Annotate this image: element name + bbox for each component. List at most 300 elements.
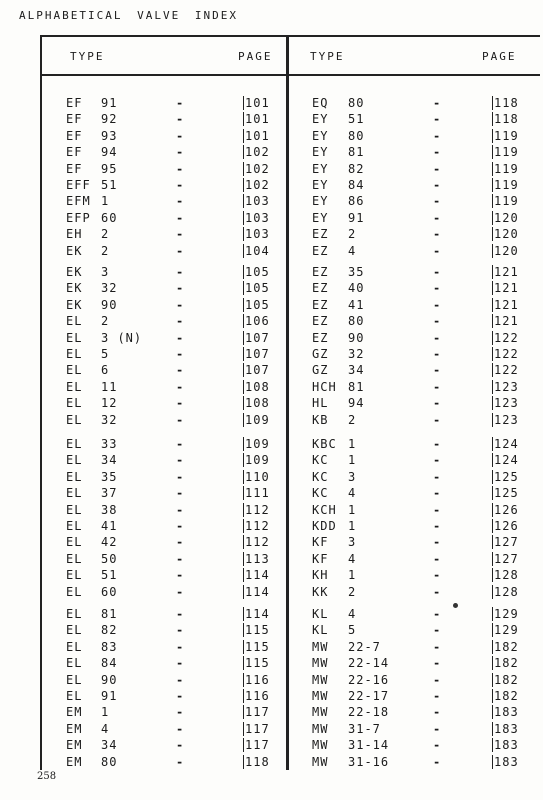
dash: - bbox=[176, 486, 184, 501]
page-tick bbox=[492, 380, 493, 394]
page-tick bbox=[492, 640, 493, 654]
valve-number: 80 bbox=[101, 754, 118, 769]
valve-type: KK bbox=[312, 584, 329, 599]
valve-number: 3 (N) bbox=[101, 330, 143, 345]
valve-number: 86 bbox=[348, 194, 365, 209]
page-tick bbox=[492, 129, 493, 143]
valve-number: 1 bbox=[348, 502, 357, 517]
valve-number: 51 bbox=[348, 112, 365, 127]
dash: - bbox=[176, 297, 184, 312]
valve-number: 35 bbox=[101, 469, 118, 484]
valve-number: 22-16 bbox=[348, 672, 390, 687]
page-tick bbox=[492, 298, 493, 312]
dash: - bbox=[433, 688, 441, 703]
dash: - bbox=[176, 314, 184, 329]
dash: - bbox=[433, 453, 441, 468]
valve-type: EL bbox=[66, 688, 83, 703]
page-ref: 122 bbox=[494, 363, 519, 378]
dash: - bbox=[176, 584, 184, 599]
dash: - bbox=[176, 623, 184, 638]
index-row bbox=[0, 243, 543, 259]
page-ref: 120 bbox=[494, 227, 519, 242]
index-row bbox=[0, 672, 543, 688]
page-tick bbox=[492, 347, 493, 361]
valve-type: EL bbox=[66, 363, 83, 378]
valve-number: 84 bbox=[101, 656, 118, 671]
valve-number: 82 bbox=[101, 623, 118, 638]
valve-number: 94 bbox=[348, 396, 365, 411]
valve-number: 2 bbox=[348, 584, 357, 599]
valve-type: EY bbox=[312, 161, 329, 176]
page-tick bbox=[492, 314, 493, 328]
dash: - bbox=[433, 623, 441, 638]
page-ref: 115 bbox=[245, 656, 270, 671]
page-tick bbox=[492, 623, 493, 637]
dash: - bbox=[176, 639, 184, 654]
valve-number: 34 bbox=[101, 453, 118, 468]
valve-number: 31-7 bbox=[348, 721, 381, 736]
right-group bbox=[0, 606, 543, 770]
dash: - bbox=[176, 363, 184, 378]
index-row bbox=[0, 584, 543, 600]
page-tick bbox=[492, 331, 493, 345]
valve-type: EK bbox=[66, 243, 83, 258]
left-type-header: TYPE bbox=[70, 50, 105, 63]
valve-type: EY bbox=[312, 145, 329, 160]
valve-number: 5 bbox=[101, 346, 110, 361]
valve-number: 32 bbox=[348, 346, 365, 361]
page-ref: 129 bbox=[494, 607, 519, 621]
valve-type: EL bbox=[66, 502, 83, 517]
dash: - bbox=[433, 639, 441, 654]
dash: - bbox=[433, 346, 441, 361]
valve-number: 41 bbox=[348, 297, 365, 312]
valve-type: HCH bbox=[312, 379, 337, 394]
valve-number: 2 bbox=[101, 227, 110, 242]
index-row bbox=[0, 721, 543, 737]
dash: - bbox=[176, 535, 184, 550]
index-row bbox=[0, 193, 543, 209]
valve-number: 80 bbox=[348, 128, 365, 143]
page-ref: 117 bbox=[245, 705, 270, 720]
dash: - bbox=[176, 194, 184, 209]
page-ref: 115 bbox=[245, 623, 270, 638]
index-row bbox=[0, 452, 543, 468]
valve-number: 5 bbox=[348, 623, 357, 638]
valve-number: 82 bbox=[348, 161, 365, 176]
page-ref: 108 bbox=[245, 379, 270, 394]
valve-type: KDD bbox=[312, 518, 337, 533]
index-row bbox=[0, 379, 543, 395]
page-tick bbox=[492, 722, 493, 736]
dash: - bbox=[176, 96, 184, 110]
page-ref: 182 bbox=[494, 688, 519, 703]
page-ref: 105 bbox=[245, 297, 270, 312]
page-ref: 121 bbox=[494, 297, 519, 312]
valve-number: 40 bbox=[348, 281, 365, 296]
index-row bbox=[0, 330, 543, 346]
valve-type: KB bbox=[312, 412, 329, 427]
valve-type: EL bbox=[66, 672, 83, 687]
dash: - bbox=[433, 412, 441, 427]
index-row bbox=[0, 346, 543, 362]
dash: - bbox=[176, 551, 184, 566]
valve-type: EL bbox=[66, 453, 83, 468]
right-page-header: PAGE bbox=[482, 50, 517, 63]
page-ref: 108 bbox=[245, 396, 270, 411]
index-row bbox=[0, 737, 543, 753]
index-row bbox=[0, 469, 543, 485]
page-ref: 121 bbox=[494, 281, 519, 296]
dash: - bbox=[176, 607, 184, 621]
page-ref: 107 bbox=[245, 363, 270, 378]
page-ref: 182 bbox=[494, 672, 519, 687]
valve-number: 80 bbox=[348, 96, 365, 110]
valve-type: EZ bbox=[312, 265, 329, 279]
page-ref: 103 bbox=[245, 210, 270, 225]
page-ref: 122 bbox=[494, 330, 519, 345]
page-tick bbox=[492, 145, 493, 159]
page-ref: 119 bbox=[494, 145, 519, 160]
index-row bbox=[0, 362, 543, 378]
valve-type: EZ bbox=[312, 227, 329, 242]
page-tick bbox=[492, 194, 493, 208]
page-ref: 110 bbox=[245, 469, 270, 484]
page-tick bbox=[492, 470, 493, 484]
dash: - bbox=[176, 112, 184, 127]
page-tick bbox=[492, 281, 493, 295]
dash: - bbox=[433, 437, 441, 451]
page-tick bbox=[492, 656, 493, 670]
page-ref: 117 bbox=[245, 738, 270, 753]
dash: - bbox=[176, 754, 184, 769]
valve-type: GZ bbox=[312, 363, 329, 378]
valve-type: KF bbox=[312, 535, 329, 550]
valve-type: EM bbox=[66, 738, 83, 753]
page-tick bbox=[492, 552, 493, 566]
index-row bbox=[0, 704, 543, 720]
dash: - bbox=[176, 265, 184, 279]
valve-number: 91 bbox=[101, 688, 118, 703]
page-ref: 107 bbox=[245, 346, 270, 361]
dash: - bbox=[433, 379, 441, 394]
dash: - bbox=[176, 210, 184, 225]
dash: - bbox=[176, 128, 184, 143]
page-ref: 182 bbox=[494, 639, 519, 654]
right-group bbox=[0, 436, 543, 600]
dash: - bbox=[433, 314, 441, 329]
valve-type: MW bbox=[312, 754, 329, 769]
valve-type: MW bbox=[312, 705, 329, 720]
valve-number: 90 bbox=[101, 672, 118, 687]
header-rule bbox=[40, 74, 540, 76]
dash: - bbox=[176, 656, 184, 671]
page-ref: 122 bbox=[494, 346, 519, 361]
page-ref: 125 bbox=[494, 486, 519, 501]
valve-type: EY bbox=[312, 177, 329, 192]
valve-type: EF bbox=[66, 161, 83, 176]
valve-number: 51 bbox=[101, 568, 118, 583]
valve-type: EH bbox=[66, 227, 83, 242]
page-ref: 123 bbox=[494, 379, 519, 394]
page-tick bbox=[492, 568, 493, 582]
right-group bbox=[0, 264, 543, 428]
valve-type: EL bbox=[66, 607, 83, 621]
dash: - bbox=[176, 518, 184, 533]
page-ref: 183 bbox=[494, 738, 519, 753]
page-ref: 103 bbox=[245, 194, 270, 209]
valve-number: 4 bbox=[101, 721, 110, 736]
page-ref: 102 bbox=[245, 145, 270, 160]
index-row bbox=[0, 161, 543, 177]
page-tick bbox=[492, 363, 493, 377]
valve-number: 12 bbox=[101, 396, 118, 411]
valve-number: 4 bbox=[348, 551, 357, 566]
dash: - bbox=[433, 330, 441, 345]
dash: - bbox=[433, 738, 441, 753]
valve-type: EFM bbox=[66, 194, 91, 209]
page-tick bbox=[492, 178, 493, 192]
valve-type: EM bbox=[66, 705, 83, 720]
index-row bbox=[0, 485, 543, 501]
dash: - bbox=[433, 227, 441, 242]
valve-number: 80 bbox=[348, 314, 365, 329]
page-tick bbox=[492, 755, 493, 769]
page-tick bbox=[492, 396, 493, 410]
page-ref: 121 bbox=[494, 265, 519, 279]
index-row bbox=[0, 622, 543, 638]
valve-type: EFF bbox=[66, 177, 91, 192]
valve-number: 91 bbox=[101, 96, 118, 110]
valve-number: 34 bbox=[101, 738, 118, 753]
page-ref: 109 bbox=[245, 412, 270, 427]
dash: - bbox=[433, 518, 441, 533]
dash: - bbox=[433, 551, 441, 566]
page-tick bbox=[492, 689, 493, 703]
page-tick bbox=[492, 244, 493, 258]
valve-type: EK bbox=[66, 297, 83, 312]
dash: - bbox=[433, 243, 441, 258]
page-tick bbox=[492, 519, 493, 533]
valve-number: 33 bbox=[101, 437, 118, 451]
page-ref: 109 bbox=[245, 453, 270, 468]
valve-number: 2 bbox=[348, 412, 357, 427]
dash: - bbox=[176, 177, 184, 192]
dash: - bbox=[433, 177, 441, 192]
valve-type: GZ bbox=[312, 346, 329, 361]
page-ref: 183 bbox=[494, 754, 519, 769]
index-row bbox=[0, 688, 543, 704]
page-tick bbox=[492, 437, 493, 451]
dash: - bbox=[176, 568, 184, 583]
valve-number: 2 bbox=[101, 314, 110, 329]
valve-type: KF bbox=[312, 551, 329, 566]
valve-number: 32 bbox=[101, 412, 118, 427]
valve-number: 51 bbox=[101, 177, 118, 192]
page-tick bbox=[492, 211, 493, 225]
dash: - bbox=[433, 363, 441, 378]
page-ref: 182 bbox=[494, 656, 519, 671]
page-ref: 109 bbox=[245, 437, 270, 451]
valve-type: EZ bbox=[312, 281, 329, 296]
valve-number: 81 bbox=[348, 379, 365, 394]
valve-number: 60 bbox=[101, 210, 118, 225]
index-row bbox=[0, 551, 543, 567]
valve-number: 22-18 bbox=[348, 705, 390, 720]
dash: - bbox=[433, 145, 441, 160]
valve-type: EL bbox=[66, 486, 83, 501]
valve-number: 2 bbox=[348, 227, 357, 242]
page-ref: 105 bbox=[245, 265, 270, 279]
page-ref: 113 bbox=[245, 551, 270, 566]
page-ref: 102 bbox=[245, 161, 270, 176]
valve-type: EFP bbox=[66, 210, 91, 225]
valve-number: 4 bbox=[348, 243, 357, 258]
valve-number: 3 bbox=[348, 535, 357, 550]
dash: - bbox=[433, 128, 441, 143]
index-row bbox=[0, 177, 543, 193]
valve-type: EF bbox=[66, 145, 83, 160]
valve-type: HL bbox=[312, 396, 329, 411]
dash: - bbox=[176, 145, 184, 160]
valve-number: 6 bbox=[101, 363, 110, 378]
valve-number: 1 bbox=[348, 568, 357, 583]
page-ref: 127 bbox=[494, 535, 519, 550]
valve-number: 91 bbox=[348, 210, 365, 225]
index-row bbox=[0, 226, 543, 242]
page-ref: 101 bbox=[245, 128, 270, 143]
valve-type: EY bbox=[312, 210, 329, 225]
valve-number: 31-14 bbox=[348, 738, 390, 753]
page-ref: 118 bbox=[494, 96, 519, 110]
valve-type: EF bbox=[66, 128, 83, 143]
index-row bbox=[0, 95, 543, 111]
valve-type: MW bbox=[312, 672, 329, 687]
dash: - bbox=[176, 437, 184, 451]
page-ref: 119 bbox=[494, 177, 519, 192]
dash: - bbox=[176, 330, 184, 345]
dash: - bbox=[176, 396, 184, 411]
valve-number: 1 bbox=[348, 453, 357, 468]
index-row bbox=[0, 210, 543, 226]
valve-type: EL bbox=[66, 623, 83, 638]
valve-type: EL bbox=[66, 469, 83, 484]
index-row bbox=[0, 264, 543, 280]
dash: - bbox=[433, 607, 441, 621]
page-tick bbox=[492, 673, 493, 687]
valve-number: 84 bbox=[348, 177, 365, 192]
page-ref: 120 bbox=[494, 243, 519, 258]
index-row bbox=[0, 297, 543, 313]
dash: - bbox=[176, 672, 184, 687]
valve-type: EZ bbox=[312, 243, 329, 258]
page-ref: 125 bbox=[494, 469, 519, 484]
page-ref: 123 bbox=[494, 396, 519, 411]
valve-number: 90 bbox=[348, 330, 365, 345]
page-tick bbox=[492, 535, 493, 549]
valve-number: 3 bbox=[101, 265, 110, 279]
dash: - bbox=[176, 705, 184, 720]
index-row bbox=[0, 395, 543, 411]
valve-type: EL bbox=[66, 379, 83, 394]
dash: - bbox=[176, 227, 184, 242]
valve-type: EL bbox=[66, 584, 83, 599]
index-row bbox=[0, 754, 543, 770]
page-tick bbox=[492, 162, 493, 176]
page-ref: 101 bbox=[245, 112, 270, 127]
page-ref: 183 bbox=[494, 705, 519, 720]
page-ref: 126 bbox=[494, 518, 519, 533]
valve-type: EL bbox=[66, 396, 83, 411]
index-row bbox=[0, 111, 543, 127]
page-ref: 117 bbox=[245, 721, 270, 736]
dash: - bbox=[433, 96, 441, 110]
page-ref: 119 bbox=[494, 128, 519, 143]
valve-type: EF bbox=[66, 96, 83, 110]
dash: - bbox=[433, 568, 441, 583]
valve-type: KBC bbox=[312, 437, 337, 451]
index-row bbox=[0, 655, 543, 671]
dash: - bbox=[176, 412, 184, 427]
page-ref: 128 bbox=[494, 568, 519, 583]
valve-type: EM bbox=[66, 721, 83, 736]
page-ref: 105 bbox=[245, 281, 270, 296]
page-ref: 106 bbox=[245, 314, 270, 329]
dash: - bbox=[176, 453, 184, 468]
valve-type: MW bbox=[312, 688, 329, 703]
valve-number: 31-16 bbox=[348, 754, 390, 769]
valve-number: 41 bbox=[101, 518, 118, 533]
index-row bbox=[0, 606, 543, 622]
page-ref: 118 bbox=[494, 112, 519, 127]
valve-number: 95 bbox=[101, 161, 118, 176]
valve-type: KC bbox=[312, 486, 329, 501]
dash: - bbox=[433, 281, 441, 296]
valve-type: KL bbox=[312, 623, 329, 638]
valve-type: KL bbox=[312, 607, 329, 621]
dash: - bbox=[433, 502, 441, 517]
valve-type: EL bbox=[66, 518, 83, 533]
valve-number: 60 bbox=[101, 584, 118, 599]
dash: - bbox=[433, 112, 441, 127]
dash: - bbox=[433, 535, 441, 550]
dash: - bbox=[176, 688, 184, 703]
page-tick bbox=[492, 607, 493, 621]
valve-type: EL bbox=[66, 412, 83, 427]
valve-number: 4 bbox=[348, 607, 357, 621]
dash: - bbox=[176, 281, 184, 296]
dash: - bbox=[433, 656, 441, 671]
index-row bbox=[0, 518, 543, 534]
page-tick bbox=[492, 486, 493, 500]
dash: - bbox=[433, 297, 441, 312]
page-ref: 111 bbox=[245, 486, 270, 501]
valve-number: 94 bbox=[101, 145, 118, 160]
page-ref: 118 bbox=[245, 754, 270, 769]
valve-type: KC bbox=[312, 453, 329, 468]
valve-number: 2 bbox=[101, 243, 110, 258]
valve-number: 22-7 bbox=[348, 639, 381, 654]
dash: - bbox=[433, 161, 441, 176]
valve-type: KC bbox=[312, 469, 329, 484]
valve-number: 22-14 bbox=[348, 656, 390, 671]
valve-number: 4 bbox=[348, 486, 357, 501]
valve-number: 1 bbox=[348, 437, 357, 451]
ink-dot bbox=[453, 603, 458, 608]
valve-number: 90 bbox=[101, 297, 118, 312]
valve-type: EL bbox=[66, 551, 83, 566]
valve-type: MW bbox=[312, 639, 329, 654]
